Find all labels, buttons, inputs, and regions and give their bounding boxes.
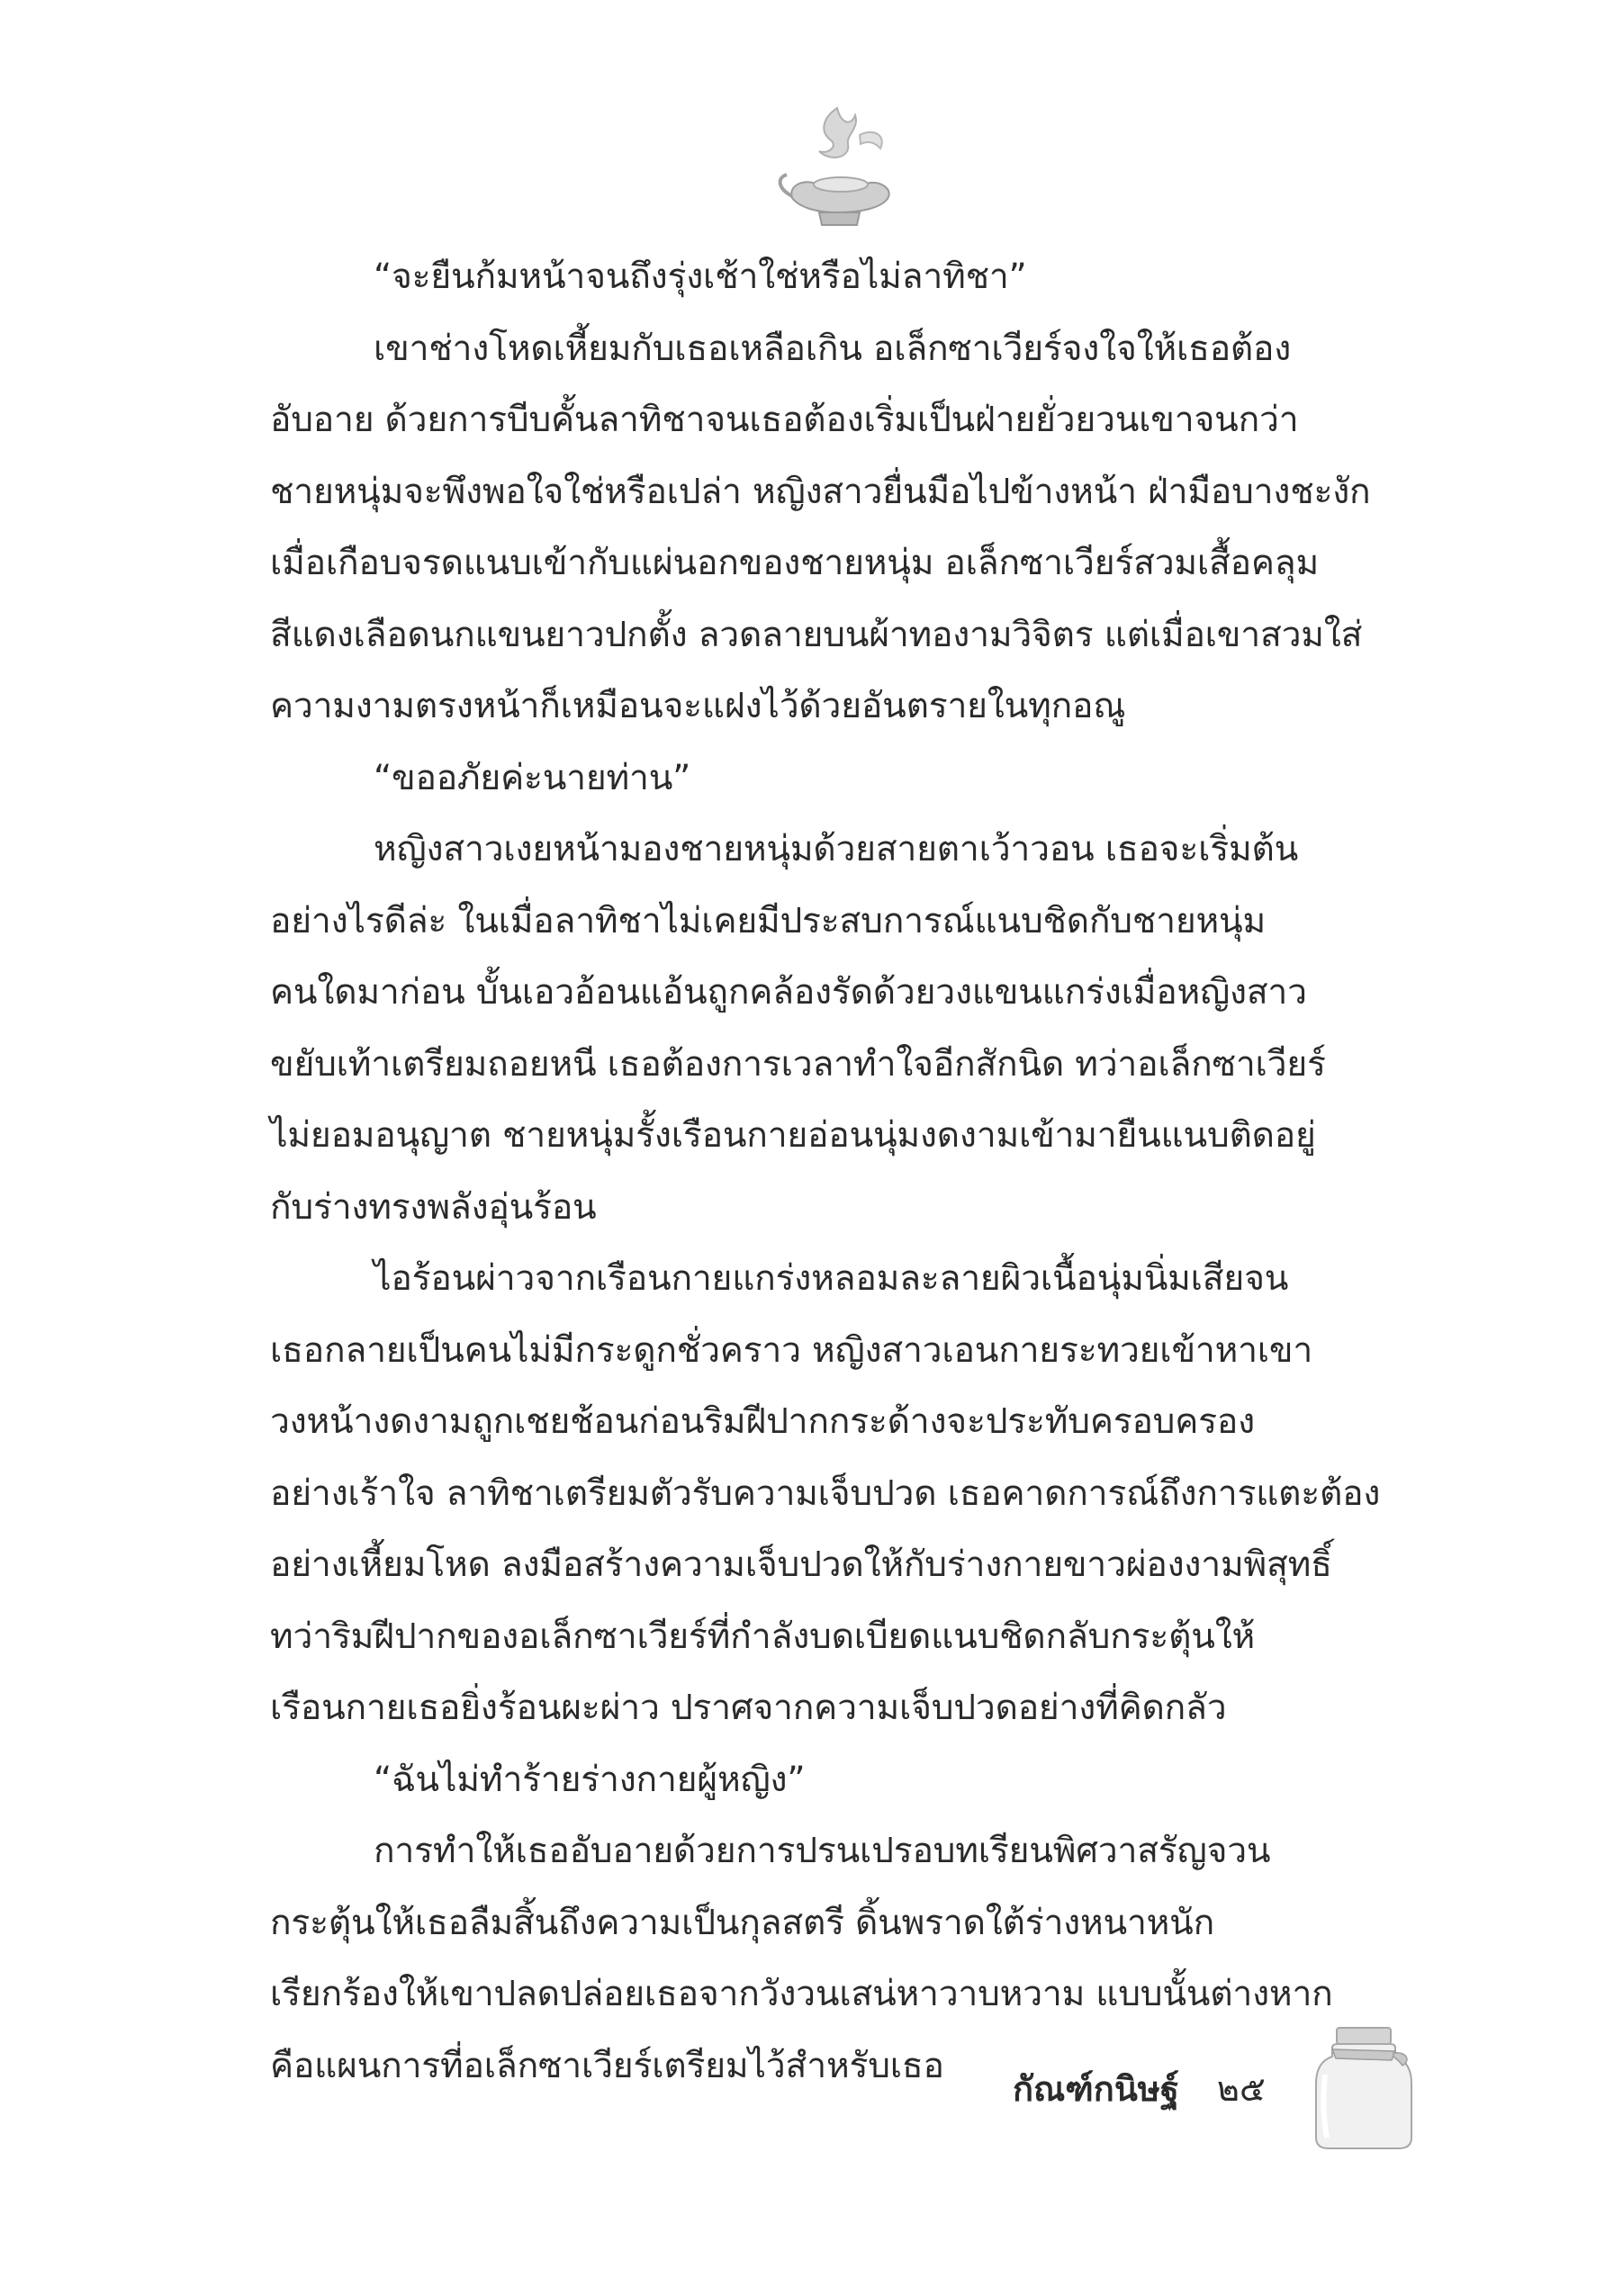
paragraph — [270, 241, 1409, 313]
text-line: “จะยืนก้มหน้าจนถึงรุ่งเช้าใช่หรือไม่ลาทิชา” — [374, 257, 1027, 297]
text-line: คือแผนการที่อเล็กซาเวียร์เตรียมไว้สำหรับเธอ — [270, 2045, 944, 2086]
text-line: กระตุ้นให้เธอลืมสิ้นถึงความเป็นกุลสตรี ดิ้นพราดใต้ร่างหนาหนัก — [270, 1902, 1215, 1943]
paragraph — [270, 1243, 1409, 1744]
text-line: เขาช่างโหดเหี้ยมกับเธอเหลือเกิน อเล็กซาเวียร์จงใจให้เธอต้อง — [374, 328, 1292, 369]
book-title: กัณฑ์กนิษฐ์ — [1013, 2069, 1179, 2109]
text-line: วงหน้างดงามถูกเชยช้อนก่อนริมฝีปากกระด้างจะประทับครอบครอง — [270, 1401, 1255, 1442]
paragraph — [270, 743, 1409, 815]
paragraph — [270, 1815, 1409, 2102]
text-line: ไม่ยอมอนุญาต ชายหนุ่มรั้งเรือนกายอ่อนนุ่มงดงามเข้ามายืนแนบติดอยู่ — [270, 1115, 1316, 1156]
text-line: ทว่าริมฝีปากของอเล็กซาเวียร์ที่กำลังบดเบียดแนบชิดกลับกระตุ้นให้ — [270, 1616, 1256, 1657]
text-line: คนใดมาก่อน บั้นเอวอ้อนแอ้นถูกคล้องรัดด้วยวงแขนแกร่งเมื่อหญิงสาว — [270, 972, 1307, 1013]
text-line: การทำให้เธออับอายด้วยการปรนเปรอบทเรียนพิศวาสรัญจวน — [374, 1831, 1271, 1871]
text-line: เมื่อเกือบจรดแนบเข้ากับแผ่นอกของชายหนุ่ม อเล็กซาเวียร์สวมเสื้อคลุม — [270, 543, 1319, 583]
text-line: อย่างไรดีล่ะ ในเมื่อลาทิชาไม่เคยมีประสบการณ์แนบชิดกับชายหนุ่ม — [270, 900, 1266, 941]
text-line: หญิงสาวเงยหน้ามองชายหนุ่มด้วยสายตาเว้าวอน เธอจะเริ่มต้น — [374, 829, 1299, 869]
text-line: สีแดงเลือดนกแขนยาวปกตั้ง ลวดลายบนผ้าทองามวิจิตร แต่เมื่อเขาสวมใส่ — [270, 614, 1363, 655]
text-line: ไอร้อนผ่าวจากเรือนกายแกร่งหลอมละลายผิวเนื้อนุ่มนิ่มเสียจน — [374, 1258, 1289, 1299]
text-line: เรียกร้องให้เขาปลดปล่อยเธอจากวังวนเสน่หาวาบหวาม แบบนั้นต่างหาก — [270, 1974, 1333, 2014]
text-line: อับอาย ด้วยการบีบคั้นลาทิชาจนเธอต้องเริ่มเป็นฝ่ายยั่วยวนเขาจนกว่า — [270, 400, 1299, 440]
page-number: ๒๕ — [1216, 2069, 1266, 2109]
magic-lamp-icon — [774, 99, 900, 234]
text-line: ความงามตรงหน้าก็เหมือนจะแฝงไว้ด้วยอันตรายในทุกอณู — [270, 686, 1126, 726]
text-line: ชายหนุ่มจะพึงพอใจใช่หรือเปล่า หญิงสาวยื่นมือไปข้างหน้า ฝ่ามือบางชะงัก — [270, 471, 1371, 512]
text-line: “ขออภัยค่ะนายท่าน” — [374, 757, 691, 798]
glass-jar-icon — [1305, 2021, 1422, 2156]
text-line: “ฉันไม่ทำร้ายร่างกายผู้หญิง” — [374, 1759, 806, 1800]
text-line: กับร่างทรงพลังอุ่นร้อน — [270, 1186, 597, 1228]
text-line: อย่างเหี้ยมโหด ลงมือสร้างความเจ็บปวดให้กับร่างกายขาวผ่องงามพิสุทธิ์ — [270, 1544, 1332, 1585]
text-line: เธอกลายเป็นคนไม่มีกระดูกชั่วคราว หญิงสาวเอนกายระทวยเข้าหาเขา — [270, 1329, 1313, 1371]
paragraph — [270, 814, 1409, 1243]
paragraph — [270, 313, 1409, 743]
text-line: เรือนกายเธอยิ่งร้อนผะผ่าว ปราศจากความเจ็บปวดอย่างที่คิดกลัว — [270, 1688, 1227, 1728]
text-line: ขยับเท้าเตรียมถอยหนี เธอต้องการเวลาทำใจอีกสักนิด ทว่าอเล็กซาเวียร์ — [270, 1043, 1326, 1085]
text-line: อย่างเร้าใจ ลาทิชาเตรียมตัวรับความเจ็บปวด เธอคาดการณ์ถึงการแตะต้อง — [270, 1472, 1381, 1514]
page-footer — [1013, 2061, 1266, 2116]
chapter-body — [270, 241, 1409, 2102]
paragraph — [270, 1744, 1409, 1816]
